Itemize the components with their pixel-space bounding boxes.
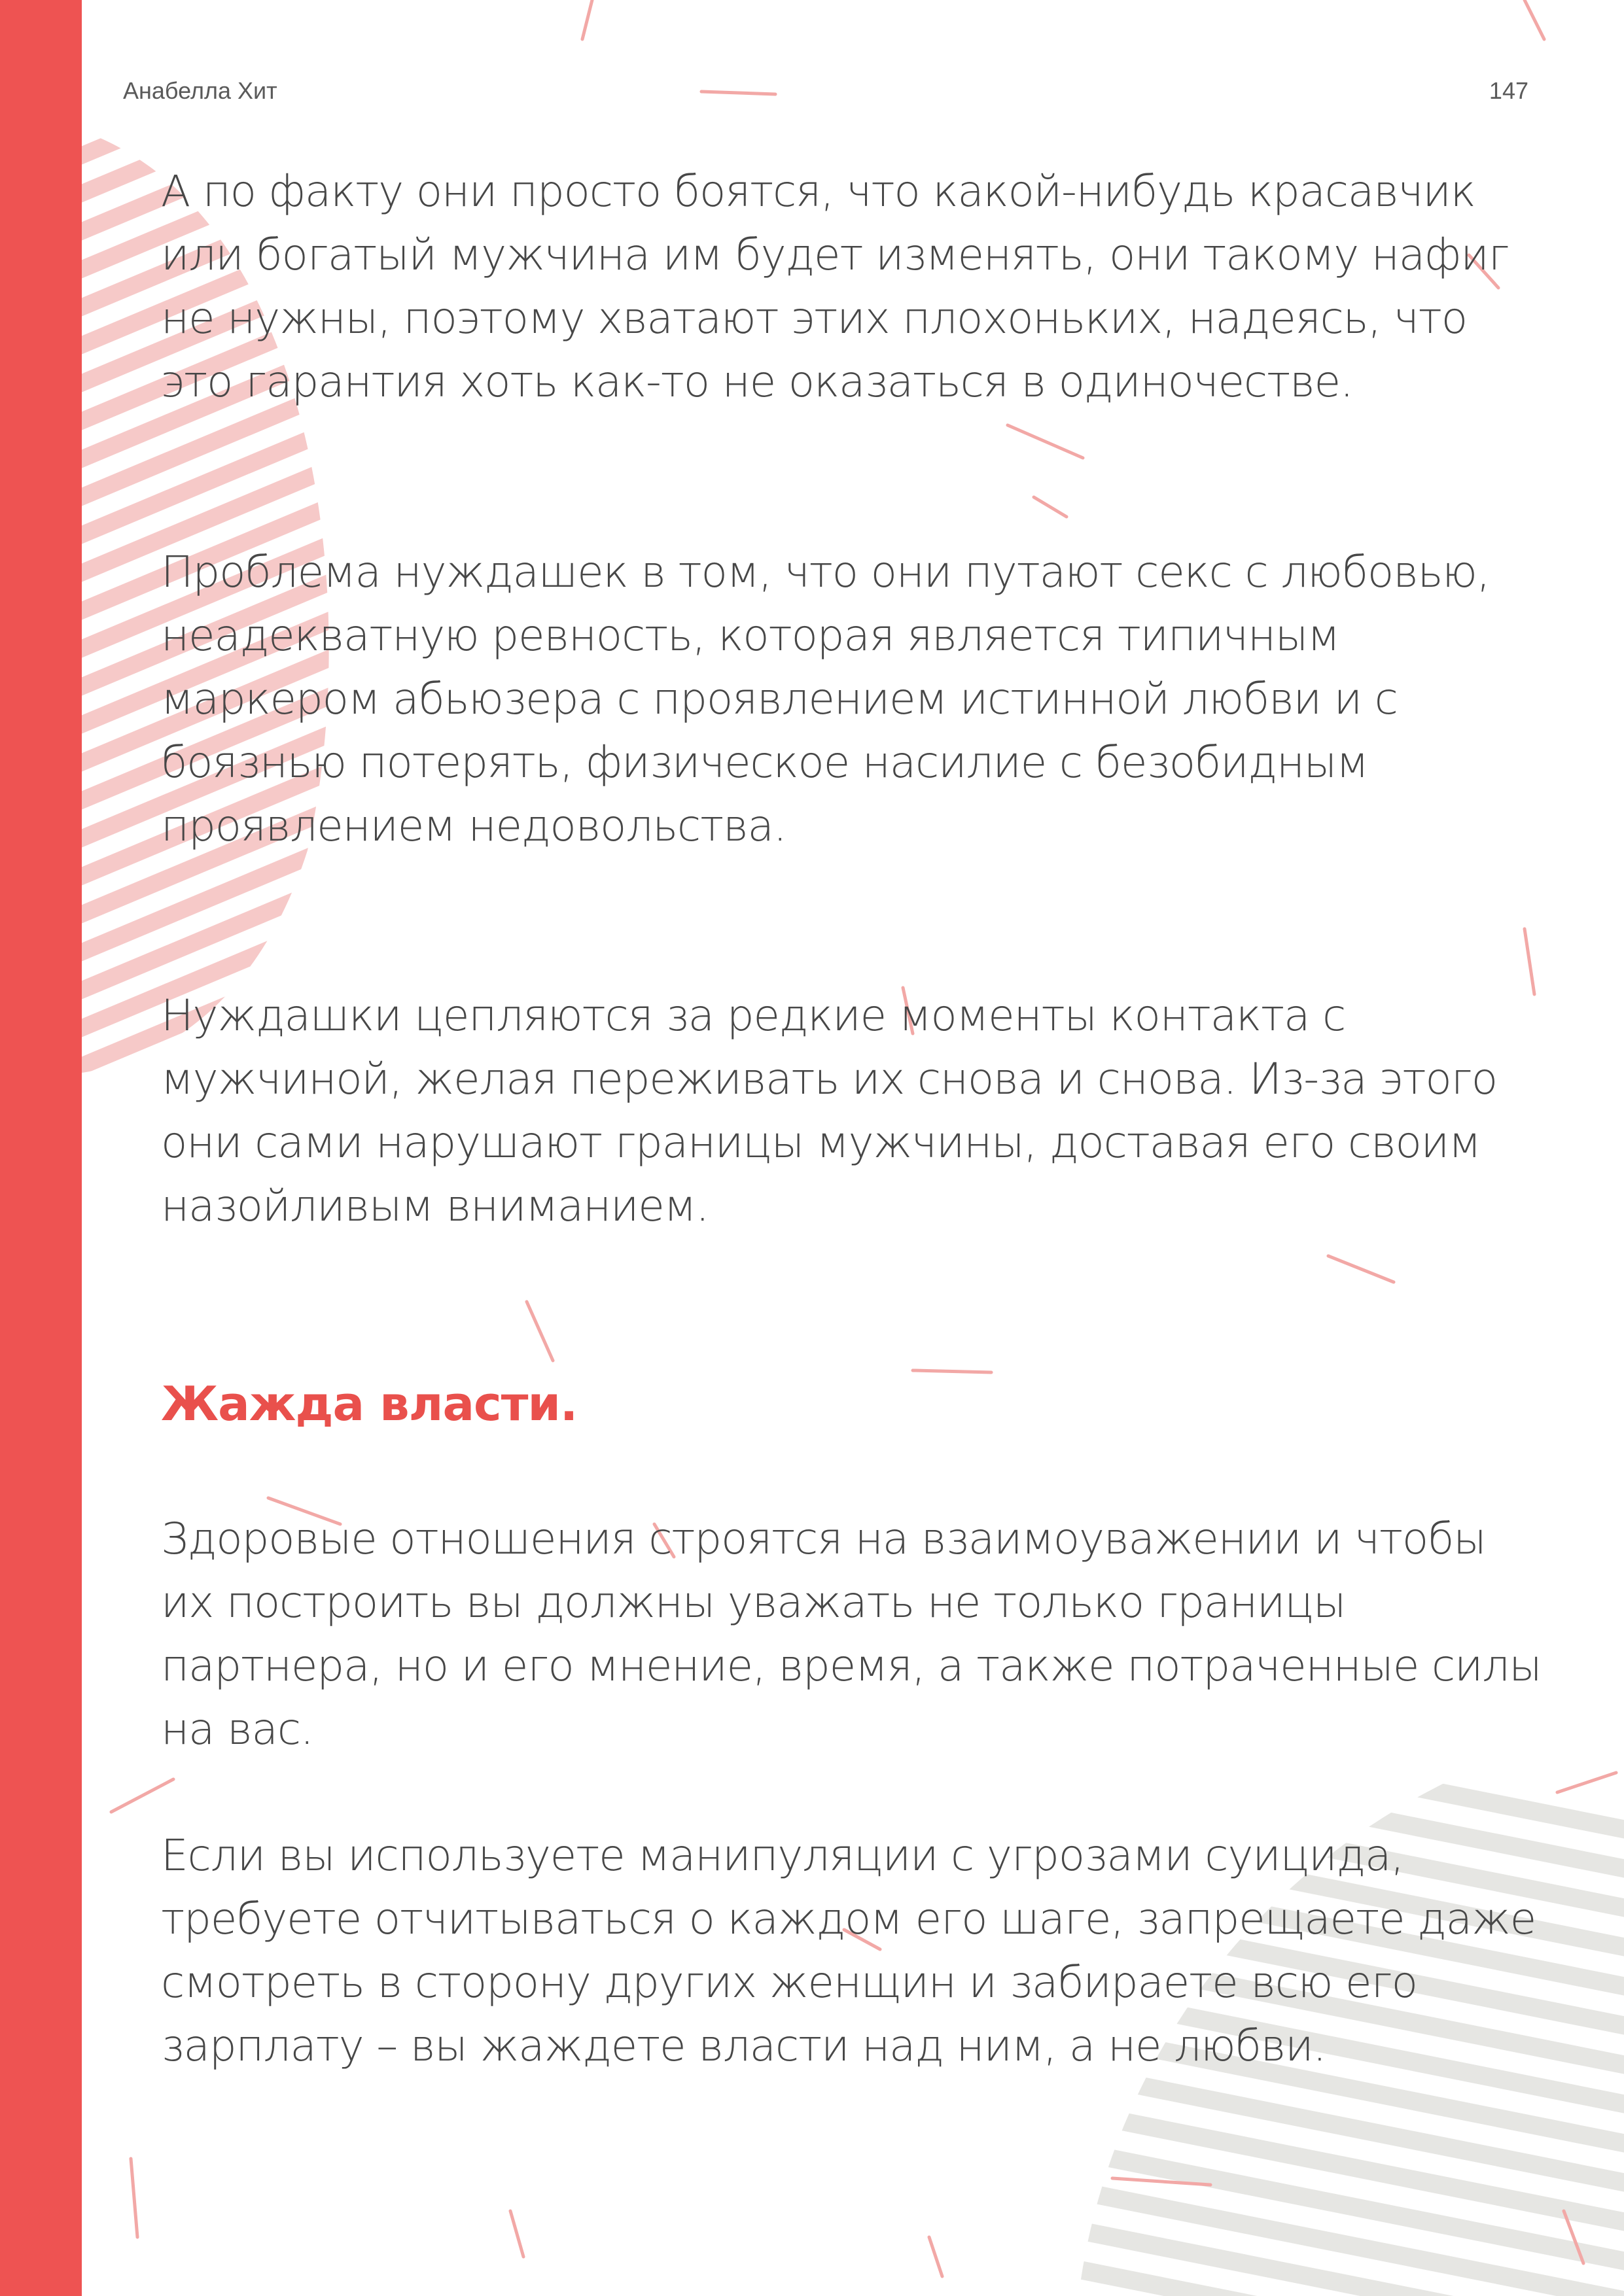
decor-stripe: [65, 0, 393, 10]
section-heading: Жажда власти.: [161, 1376, 578, 1431]
decor-stripe: [65, 0, 393, 124]
decor-stripe: [65, 0, 393, 48]
decor-stripe: [65, 860, 393, 997]
sidebar-accent-bar: [0, 0, 82, 2296]
decor-stripe: [65, 404, 393, 542]
paragraph-5: Если вы используете манипуляции с угрозами суицида, требуете отчитываться о каждом его шаге, запрещаете даже смотреть в сторону других женщин и забираете всю его зарплату – вы жаждете власти над ним, а не любви.: [161, 1830, 1536, 2071]
header-author: Анабелла Хит: [123, 77, 277, 104]
paragraph-2: Проблема нуждашек в том, что они путают секс с любовью, неадекватную ревность, которая является типичным маркером абьюзера с проявлением истинной любви и с боязнью потерять, физическое насилие с безобидным проявлением недовольства.: [161, 547, 1490, 851]
paragraph-4: Здоровые отношения строятся на взаимоуважении и чтобы их построить вы должны уважать не только границы партнера, но и его мнение, время, а также потраченные силы на вас.: [161, 1514, 1542, 1754]
paragraph-3: Нуждашки цепляются за редкие моменты контакта с мужчиной, желая переживать их снова и снова. Из-за этого они сами нарушают границы мужчины, доставая его своим назойливым вниманием.: [161, 990, 1497, 1231]
decor-stripe: [981, 2289, 1624, 2296]
page-number: 147: [1489, 77, 1528, 104]
paragraph-1: А по факту они просто боятся, что какой-нибудь красавчик или богатый мужчина им будет изменять, они такому нафиг не нужны, поэтому хватают этих плохоньких, надеясь, что это гарантия хоть как-то не оказаться в одиночестве.: [161, 166, 1509, 407]
decor-stripe: [65, 0, 393, 86]
